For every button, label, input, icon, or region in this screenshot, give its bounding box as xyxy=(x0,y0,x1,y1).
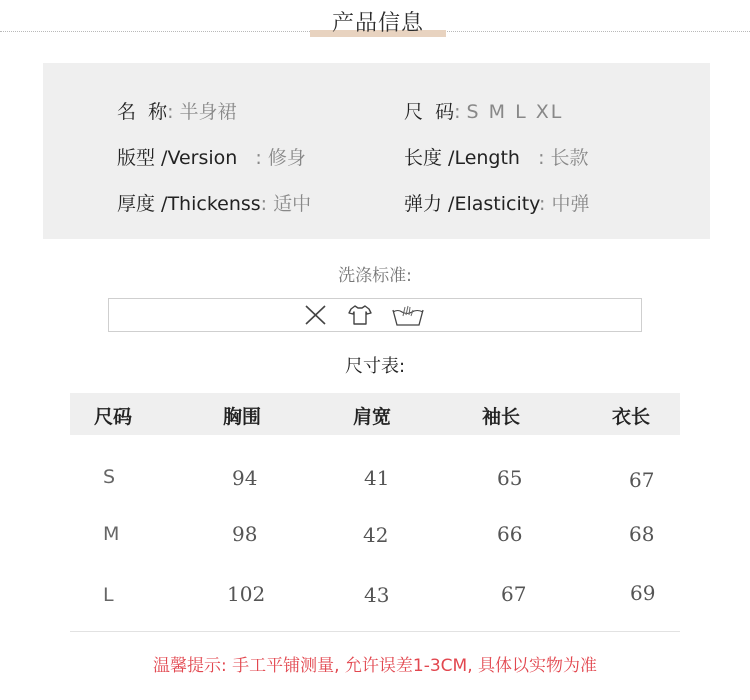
table-cell-size: M xyxy=(103,523,120,545)
table-cell-sleeve: 67 xyxy=(501,582,527,606)
size-table-title: 尺寸表: xyxy=(344,356,406,377)
info-version-label: 版型 /Version xyxy=(117,147,238,169)
size-table-header xyxy=(70,393,680,435)
info-version-value: 修身 xyxy=(267,147,306,169)
table-cell-size: S xyxy=(103,466,116,488)
washing-icons-box xyxy=(108,298,642,332)
info-colon: : xyxy=(454,101,467,123)
no-bleach-icon xyxy=(303,303,329,327)
hand-wash-icon xyxy=(391,303,425,327)
info-size-value: S M L XL xyxy=(466,101,564,123)
info-colon: : xyxy=(260,193,274,215)
info-colon: : xyxy=(519,147,551,169)
measurement-note: 温馨提示: 手工平铺测量, 允许误差1-3CM, 具体以实物为准 xyxy=(152,656,598,676)
table-cell-sleeve: 66 xyxy=(497,522,523,546)
info-length-label: 长度 /Length xyxy=(404,147,520,169)
garment-icon xyxy=(347,303,373,327)
info-colon: : xyxy=(167,101,180,123)
washing-title: 洗涤标准: xyxy=(338,266,412,286)
info-name xyxy=(117,97,237,124)
table-cell-size: L xyxy=(103,584,114,606)
table-cell-bust: 94 xyxy=(232,466,258,490)
info-thickness xyxy=(117,189,311,216)
page-title: 产品信息 xyxy=(331,11,424,36)
table-cell-length: 67 xyxy=(629,468,655,492)
info-elasticity-label: 弹力 /Elasticity xyxy=(404,193,540,215)
header-sleeve: 袖长 xyxy=(482,406,521,428)
info-length-value: 长款 xyxy=(550,147,589,169)
header-length: 衣长 xyxy=(612,406,651,428)
table-cell-shoulder: 43 xyxy=(364,583,390,607)
info-version xyxy=(117,143,306,170)
header-bust: 胸围 xyxy=(223,406,262,428)
header-shoulder: 肩宽 xyxy=(353,406,392,428)
info-thickness-label: 厚度 /Thickenss xyxy=(117,193,261,215)
table-cell-length: 68 xyxy=(629,522,655,546)
section-header xyxy=(310,0,446,38)
info-size xyxy=(404,97,563,124)
info-name-label: 名 称 xyxy=(117,101,168,123)
table-bottom-divider xyxy=(70,631,680,632)
table-cell-shoulder: 41 xyxy=(364,466,390,490)
table-cell-bust: 102 xyxy=(227,582,266,606)
table-cell-sleeve: 65 xyxy=(497,466,523,490)
table-cell-bust: 98 xyxy=(232,522,258,546)
info-colon: : xyxy=(237,147,268,169)
info-elasticity-value: 中弹 xyxy=(551,193,590,215)
info-elasticity xyxy=(404,189,590,216)
header-size: 尺码 xyxy=(94,406,133,428)
info-name-value: 半身裙 xyxy=(179,101,237,123)
info-size-label: 尺 码 xyxy=(404,101,455,123)
info-length xyxy=(404,143,589,170)
product-info-panel xyxy=(43,63,710,239)
info-colon: : xyxy=(539,193,552,215)
table-cell-shoulder: 42 xyxy=(363,523,389,547)
info-thickness-value: 适中 xyxy=(273,193,312,215)
table-cell-length: 69 xyxy=(630,581,656,605)
